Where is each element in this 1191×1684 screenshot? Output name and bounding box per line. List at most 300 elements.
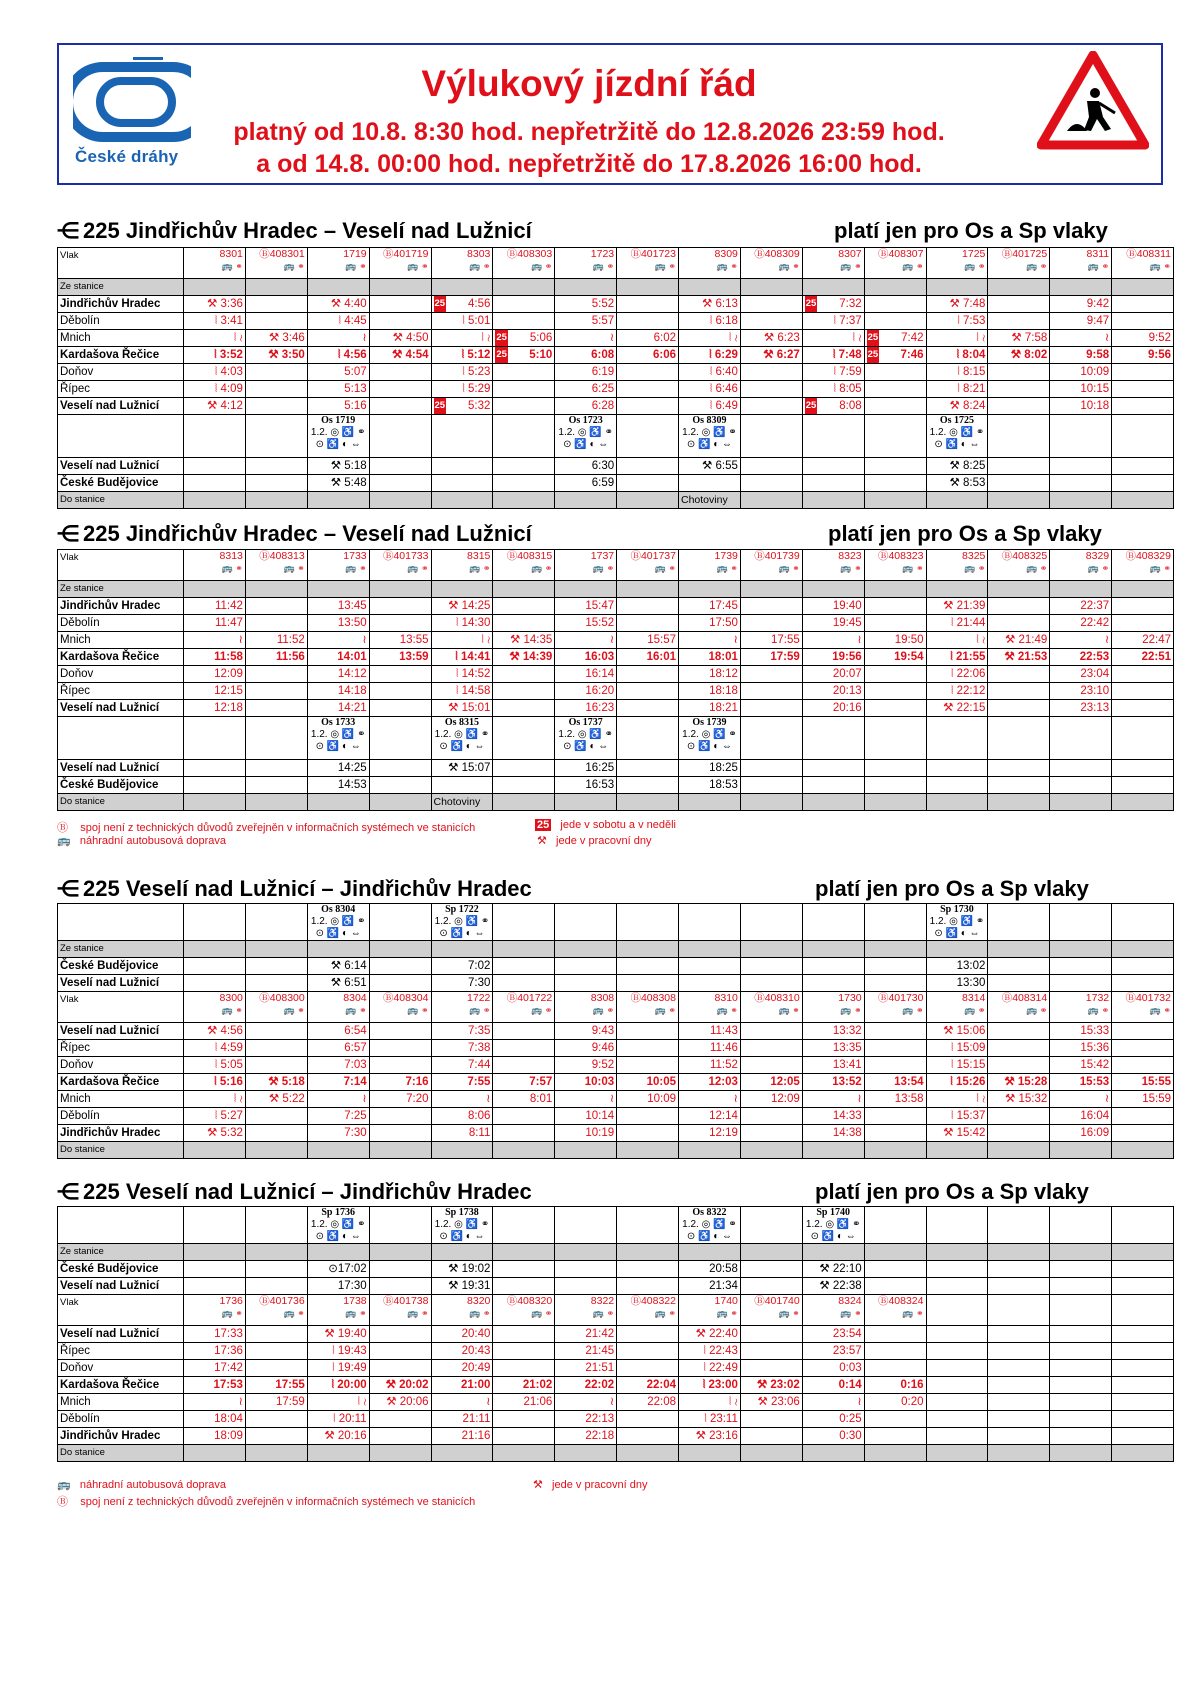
time-cell: [988, 777, 1050, 794]
station-name: Veselí nad Lužnicí: [58, 1278, 184, 1295]
station-name: Děbolín: [58, 1108, 184, 1125]
time-cell: 14:01: [307, 649, 369, 666]
connecting-train-row: [58, 1207, 1174, 1244]
time-cell: [1112, 398, 1174, 415]
grey-cell: [307, 492, 369, 509]
time-cell: [493, 598, 555, 615]
time-cell: [1112, 615, 1174, 632]
time-cell: ≀: [1050, 330, 1112, 347]
train-number: 1739 🚌 ⚭: [679, 550, 741, 581]
time-cell: [245, 760, 307, 777]
time-cell: 15:53: [1050, 1074, 1112, 1091]
time-cell: ⦚ 22:12: [926, 683, 988, 700]
time-cell: [369, 1360, 431, 1377]
time-cell: ⦚ 7:59: [802, 364, 864, 381]
train-label: Os 1739 1.2. ◎ ♿ ⚭ ⊙ ♿ ◐ ⇔: [679, 717, 741, 760]
time-cell: ⦚ ≀: [431, 330, 493, 347]
train-number: Ⓑ408323 🚌 ⚭: [864, 550, 926, 581]
time-cell: [493, 1411, 555, 1428]
time-cell: 11:52: [679, 1057, 741, 1074]
bus-icon: 🚌 ⚭: [1087, 563, 1110, 573]
train-number: 8313 🚌 ⚭: [184, 550, 246, 581]
bus-icon: 🚌 ⚭: [221, 261, 243, 271]
time-cell: [493, 777, 555, 794]
grey-cell: [802, 492, 864, 509]
train-label: [369, 415, 431, 458]
bus-icon: 🚌 ⚭: [654, 563, 676, 573]
time-cell: [245, 1125, 307, 1142]
train-number: 8322 🚌 ⚭: [555, 1295, 617, 1326]
timetable-row: [58, 666, 1174, 683]
time-cell: 9:58: [1050, 347, 1112, 364]
time-cell: ⦚ 5:05: [184, 1057, 246, 1074]
grey-cell: [617, 581, 679, 598]
time-cell: [988, 666, 1050, 683]
grey-cell: [679, 794, 741, 811]
time-cell: ⚒ 15:06: [926, 1023, 988, 1040]
time-cell: 19:54: [864, 649, 926, 666]
grey-cell: [617, 941, 679, 958]
time-cell: [740, 398, 802, 415]
time-cell: [988, 1326, 1050, 1343]
train-number: 8324 🚌 ⚭: [802, 1295, 864, 1326]
time-cell: ⚒ 23:06: [740, 1394, 802, 1411]
grey-cell: [1050, 1142, 1112, 1159]
train-number: Ⓑ408307 🚌 ⚭: [864, 248, 926, 279]
time-cell: 9:52: [555, 1057, 617, 1074]
time-cell: [802, 475, 864, 492]
row-label: Do stanice: [58, 794, 184, 811]
time-cell: [617, 1326, 679, 1343]
section-valid-2: platí jen pro Os a Sp vlaky: [828, 521, 1102, 546]
time-cell: [369, 296, 431, 313]
grey-cell: [245, 279, 307, 296]
time-cell: [493, 296, 555, 313]
time-cell: ⦚ 14:41: [431, 649, 493, 666]
time-cell: [245, 1057, 307, 1074]
bus-icon: 🚌 ⚭: [902, 1005, 924, 1015]
page-title: Výlukový jízdní řád: [421, 63, 757, 104]
grey-cell: [1050, 941, 1112, 958]
station-name: České Budějovice: [58, 777, 184, 794]
timetable-row: [58, 1428, 1174, 1445]
train-number: Ⓑ401737 🚌 ⚭: [617, 550, 679, 581]
legend-b: Ⓑ spoj není z technických důvodů zveřejněn v informačních systémech ve stanicích: [57, 822, 476, 834]
time-cell: [1050, 1377, 1112, 1394]
time-cell: [617, 1057, 679, 1074]
time-cell: [1050, 1428, 1112, 1445]
bus-icon: 🚌 ⚭: [778, 261, 800, 271]
timetable-row: [58, 632, 1174, 649]
grey-cell: [369, 581, 431, 598]
time-cell: ≀: [307, 632, 369, 649]
time-cell: [926, 1278, 988, 1295]
time-cell: [617, 1360, 679, 1377]
time-cell: [988, 381, 1050, 398]
time-cell: [1112, 1360, 1174, 1377]
time-cell: [245, 475, 307, 492]
route-icon: ⋲: [57, 876, 79, 901]
train-number: 8323 🚌 ⚭: [802, 550, 864, 581]
time-cell: ⚒ 15:28: [988, 1074, 1050, 1091]
time-cell: 5:13: [307, 381, 369, 398]
time-cell: 13:02: [926, 958, 988, 975]
time-cell: 10:09: [617, 1091, 679, 1108]
train-label: [864, 717, 926, 760]
bus-icon: 🚌 ⚭: [902, 1308, 924, 1318]
grey-cell: [988, 581, 1050, 598]
grey-cell: [184, 1244, 246, 1261]
grey-cell: [1112, 279, 1174, 296]
time-cell: [493, 1108, 555, 1125]
row-label: Vlak: [58, 1295, 184, 1326]
time-cell: ⦚ 22:06: [926, 666, 988, 683]
timetable-forward-2: [57, 549, 1174, 811]
train-number: Ⓑ401740 🚌 ⚭: [740, 1295, 802, 1326]
time-cell: ⦚ 6:49: [679, 398, 741, 415]
time-cell: [431, 777, 493, 794]
grey-cell: [431, 941, 493, 958]
time-cell: [740, 598, 802, 615]
time-cell: 10:15: [1050, 381, 1112, 398]
time-cell: 6:59: [555, 475, 617, 492]
grey-cell: [555, 1142, 617, 1159]
time-cell: 18:09: [184, 1428, 246, 1445]
time-cell: [184, 475, 246, 492]
time-cell: 22:37: [1050, 598, 1112, 615]
time-cell: ⦚ ≀: [184, 330, 246, 347]
time-cell: [740, 381, 802, 398]
grey-cell: [245, 1142, 307, 1159]
time-cell: [988, 1394, 1050, 1411]
bus-icon: 🚌 ⚭: [345, 1308, 367, 1318]
time-cell: [617, 958, 679, 975]
time-cell: [245, 666, 307, 683]
time-cell: 7:16: [369, 1074, 431, 1091]
time-cell: [369, 1278, 431, 1295]
time-cell: ⚒ 19:31: [431, 1278, 493, 1295]
row-label: Ze stanice: [58, 279, 184, 296]
bus-icon: 🚌 ⚭: [592, 1005, 615, 1015]
time-cell: [1112, 1057, 1174, 1074]
time-cell: 15:33: [1050, 1023, 1112, 1040]
grey-cell: [802, 581, 864, 598]
time-cell: ⦚ 4:03: [184, 364, 246, 381]
grey-cell: [926, 941, 988, 958]
grey-cell: [740, 1142, 802, 1159]
train-label: [493, 1207, 555, 1244]
time-cell: ⦚ 4:56: [307, 347, 369, 364]
time-cell: [864, 313, 926, 330]
time-cell: ⚒ 23:16: [679, 1428, 741, 1445]
time-cell: ⚒ 4:12: [184, 398, 246, 415]
grey-cell: [1112, 1244, 1174, 1261]
time-cell: [740, 313, 802, 330]
train-number: 1733 🚌 ⚭: [307, 550, 369, 581]
timetable-row: [58, 1278, 1174, 1295]
train-number-row: [58, 1295, 1174, 1326]
time-cell: [369, 777, 431, 794]
grey-cell: [493, 1244, 555, 1261]
header-box: [57, 43, 1163, 185]
train-label: [245, 1207, 307, 1244]
time-cell: 6:02: [617, 330, 679, 347]
section-valid-4: platí jen pro Os a Sp vlaky: [815, 1179, 1089, 1204]
train-label: [740, 415, 802, 458]
time-cell: [988, 296, 1050, 313]
grey-cell: [864, 1244, 926, 1261]
station-name: Veselí nad Lužnicí: [58, 975, 184, 992]
grey-cell: [864, 794, 926, 811]
timetable-back-2: [57, 1206, 1174, 1462]
grey-cell: [493, 581, 555, 598]
time-cell: ⚒ 5:48: [307, 475, 369, 492]
bus-icon: 🚌 ⚭: [902, 563, 924, 573]
time-cell: 17:55: [245, 1377, 307, 1394]
time-cell: [1050, 958, 1112, 975]
grey-row: [58, 581, 1174, 598]
train-label: [245, 717, 307, 760]
station-name: Doňov: [58, 666, 184, 683]
time-cell: 5:52: [555, 296, 617, 313]
time-cell: 11:58: [184, 649, 246, 666]
time-cell: [245, 1360, 307, 1377]
train-number: Ⓑ401739 🚌 ⚭: [740, 550, 802, 581]
station-name: Veselí nad Lužnicí: [58, 398, 184, 415]
station-name: Kardašova Řečice: [58, 347, 184, 364]
time-cell: 25 7:46: [864, 347, 926, 364]
time-cell: ⚒ 3:46: [245, 330, 307, 347]
time-cell: 18:25: [679, 760, 741, 777]
time-cell: 12:03: [679, 1074, 741, 1091]
time-cell: 23:10: [1050, 683, 1112, 700]
section-valid-1: platí jen pro Os a Sp vlaky: [834, 218, 1108, 243]
time-cell: ⦚ 19:49: [307, 1360, 369, 1377]
time-cell: ⦚ 21:44: [926, 615, 988, 632]
train-label: [864, 904, 926, 941]
time-cell: [988, 1428, 1050, 1445]
connecting-train-row: [58, 415, 1174, 458]
time-cell: ⚒ 4:54: [369, 347, 431, 364]
bus-icon: 🚌: [57, 1479, 71, 1491]
train-number: [1112, 1295, 1174, 1326]
time-cell: 17:45: [679, 598, 741, 615]
timetable-row: [58, 475, 1174, 492]
station-name: Veselí nad Lužnicí: [58, 1023, 184, 1040]
bus-icon: 🚌 ⚭: [283, 563, 305, 573]
station-name: České Budějovice: [58, 1261, 184, 1278]
time-cell: 7:25: [307, 1108, 369, 1125]
time-cell: [740, 1261, 802, 1278]
connecting-train-row: [58, 904, 1174, 941]
time-cell: ⦚ ≀: [802, 330, 864, 347]
time-cell: [617, 475, 679, 492]
grey-cell: [926, 1244, 988, 1261]
time-cell: 5:57: [555, 313, 617, 330]
station-name: Jindřichův Hradec: [58, 1428, 184, 1445]
time-cell: [245, 1108, 307, 1125]
train-label: [184, 904, 246, 941]
time-cell: [369, 760, 431, 777]
bus-icon: 🚌 ⚭: [716, 261, 738, 271]
time-cell: [1112, 958, 1174, 975]
time-cell: [926, 1343, 988, 1360]
time-cell: [431, 458, 493, 475]
time-cell: 21:00: [431, 1377, 493, 1394]
train-number-row: [58, 248, 1174, 279]
time-cell: ⦚ 14:30: [431, 615, 493, 632]
validity-line-2: a od 14.8. 00:00 hod. nepřetržitě do 17.8.2026 16:00 hod.: [256, 150, 922, 178]
bus-icon: 🚌 ⚭: [840, 261, 862, 271]
time-cell: [802, 975, 864, 992]
train-number: 8314 🚌 ⚭: [926, 992, 988, 1023]
time-cell: [369, 381, 431, 398]
time-cell: [988, 1108, 1050, 1125]
time-cell: [988, 364, 1050, 381]
time-cell: [1050, 1343, 1112, 1360]
time-cell: [1112, 1040, 1174, 1057]
time-cell: [1112, 1108, 1174, 1125]
station-name: Veselí nad Lužnicí: [58, 700, 184, 717]
time-cell: [740, 1023, 802, 1040]
time-cell: 6:19: [555, 364, 617, 381]
grey-cell: [184, 492, 246, 509]
time-cell: [926, 1261, 988, 1278]
time-cell: [369, 615, 431, 632]
time-cell: [988, 615, 1050, 632]
grey-cell: [926, 794, 988, 811]
time-cell: [1112, 1394, 1174, 1411]
train-label: [245, 904, 307, 941]
train-label: [802, 415, 864, 458]
grey-cell: [1112, 492, 1174, 509]
grey-cell: [864, 279, 926, 296]
time-cell: [988, 1125, 1050, 1142]
time-cell: [740, 958, 802, 975]
time-cell: [1050, 1360, 1112, 1377]
station-name: Jindřichův Hradec: [58, 598, 184, 615]
time-cell: [926, 1360, 988, 1377]
train-number: Ⓑ408310 🚌 ⚭: [740, 992, 802, 1023]
grey-cell: [988, 941, 1050, 958]
time-cell: [245, 296, 307, 313]
time-cell: ⦚ 15:37: [926, 1108, 988, 1125]
grey-cell: [988, 794, 1050, 811]
time-cell: 5:16: [307, 398, 369, 415]
time-cell: [617, 1278, 679, 1295]
train-number: 8308 🚌 ⚭: [555, 992, 617, 1023]
bus-icon: 🚌 ⚭: [345, 1005, 367, 1015]
grey-row: [58, 1142, 1174, 1159]
row-label: Ze stanice: [58, 1244, 184, 1261]
time-cell: [1112, 1261, 1174, 1278]
time-cell: [1050, 1394, 1112, 1411]
train-number: Ⓑ408313 🚌 ⚭: [245, 550, 307, 581]
grey-row: [58, 1244, 1174, 1261]
time-cell: [679, 475, 741, 492]
time-cell: [245, 398, 307, 415]
train-label: [926, 717, 988, 760]
timetable-row: [58, 381, 1174, 398]
grey-cell: [307, 279, 369, 296]
train-label: [988, 717, 1050, 760]
bus-icon: 🚌 ⚭: [1149, 1005, 1171, 1015]
timetable-row: [58, 1411, 1174, 1428]
time-cell: [1112, 683, 1174, 700]
time-cell: ⦚ 22:43: [679, 1343, 741, 1360]
time-cell: [493, 1261, 555, 1278]
time-cell: [1112, 760, 1174, 777]
time-cell: ⚒ 5:22: [245, 1091, 307, 1108]
bus-icon: 🚌 ⚭: [778, 1308, 800, 1318]
grey-cell: [864, 1445, 926, 1462]
grey-cell: [1112, 1445, 1174, 1462]
time-cell: ⦚ 14:52: [431, 666, 493, 683]
time-cell: 17:30: [307, 1278, 369, 1295]
time-cell: 22:53: [1050, 649, 1112, 666]
train-number: Ⓑ408320 🚌 ⚭: [493, 1295, 555, 1326]
time-cell: [245, 1023, 307, 1040]
grey-cell: [926, 1142, 988, 1159]
time-cell: 6:08: [555, 347, 617, 364]
grey-cell: [740, 581, 802, 598]
time-cell: ⚒ 22:38: [802, 1278, 864, 1295]
bus-icon: 🚌 ⚭: [964, 1005, 986, 1015]
time-cell: [555, 958, 617, 975]
bus-icon: 🚌 ⚭: [469, 261, 491, 271]
train-label: [988, 415, 1050, 458]
time-cell: [245, 1261, 307, 1278]
grey-cell: [245, 794, 307, 811]
time-cell: ≀: [184, 1394, 246, 1411]
station-name: Jindřichův Hradec: [58, 1125, 184, 1142]
train-label: [617, 717, 679, 760]
train-label: Os 1737 1.2. ◎ ♿ ⚭ ⊙ ♿ ◐ ⇔: [555, 717, 617, 760]
bus-icon: 🚌 ⚭: [407, 563, 429, 573]
time-cell: [617, 458, 679, 475]
train-number: Ⓑ408303 🚌 ⚭: [493, 248, 555, 279]
time-cell: [617, 777, 679, 794]
time-cell: [184, 958, 246, 975]
time-cell: 0:25: [802, 1411, 864, 1428]
time-cell: [864, 1428, 926, 1445]
train-number: Ⓑ408314 🚌 ⚭: [988, 992, 1050, 1023]
train-label: [864, 1207, 926, 1244]
time-cell: [864, 1108, 926, 1125]
time-cell: 21:34: [679, 1278, 741, 1295]
train-number: 8309 🚌 ⚭: [679, 248, 741, 279]
time-cell: [369, 1326, 431, 1343]
grey-cell: [1050, 1244, 1112, 1261]
train-number: 1725 🚌 ⚭: [926, 248, 988, 279]
time-cell: [1050, 1261, 1112, 1278]
grey-cell: [617, 1244, 679, 1261]
time-cell: ⚒ 19:02: [431, 1261, 493, 1278]
station-name: Kardašova Řečice: [58, 1377, 184, 1394]
train-label: Os 1723 1.2. ◎ ♿ ⚭ ⊙ ♿ ◐ ⇔: [555, 415, 617, 458]
time-cell: ⦚ ≀: [926, 632, 988, 649]
train-label: [617, 415, 679, 458]
time-cell: ⦚ ≀: [679, 1394, 741, 1411]
train-label: [1112, 904, 1174, 941]
grey-cell: [679, 1244, 741, 1261]
time-cell: ≀: [555, 330, 617, 347]
train-number: 8311 🚌 ⚭: [1050, 248, 1112, 279]
timetable-row: [58, 1261, 1174, 1278]
time-cell: ⚒ 22:10: [802, 1261, 864, 1278]
train-label: [555, 904, 617, 941]
station-name: Doňov: [58, 1057, 184, 1074]
